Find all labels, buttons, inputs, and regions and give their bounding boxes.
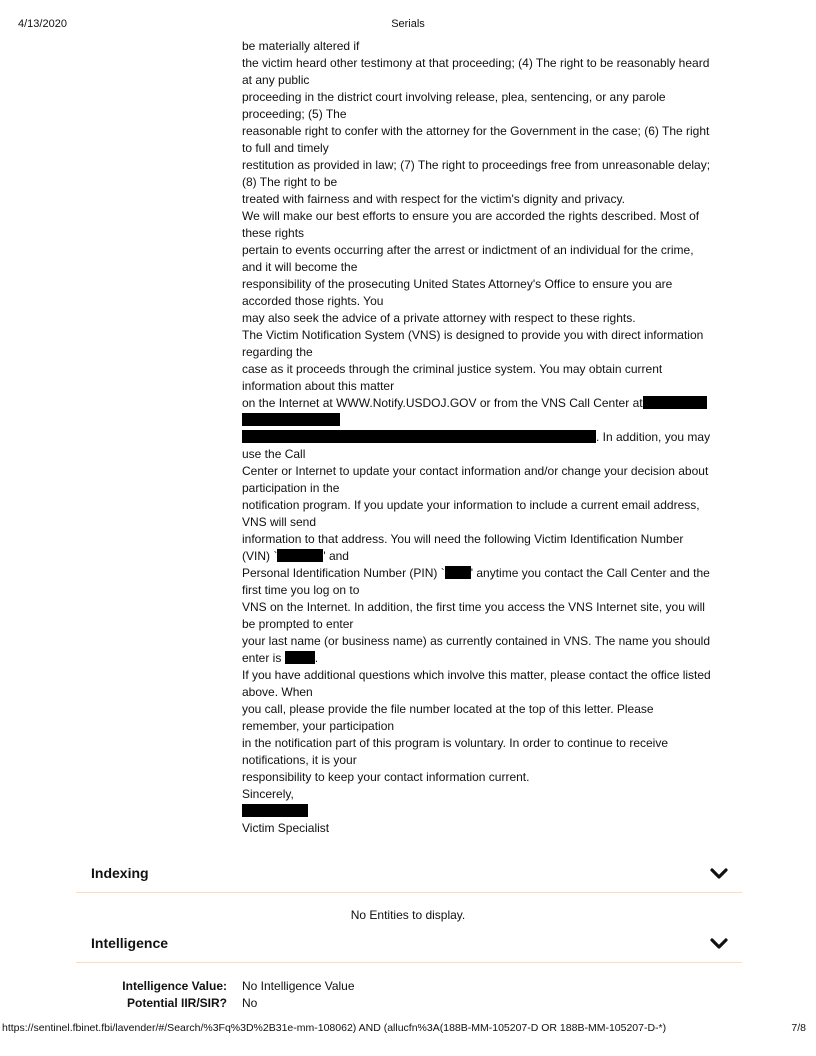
- signature-title: Victim Specialist: [242, 821, 330, 835]
- letter-line: first time you log on to: [242, 583, 360, 597]
- letter-line: at any public: [242, 73, 310, 87]
- letter-line: (8) The right to be: [242, 175, 338, 189]
- letter-line: above. When: [242, 685, 313, 699]
- no-entities-text: No Entities to display.: [350, 908, 466, 922]
- letter-line: information about this matter: [242, 379, 395, 393]
- letter-line-addition: [242, 429, 718, 446]
- page-number: 7/8: [791, 1022, 806, 1034]
- letter-line: in the notification part of this program is voluntary. In order to continue to receive: [242, 736, 668, 750]
- letter-line-enter: [242, 650, 718, 667]
- redaction-block: [277, 549, 323, 562]
- letter-line: responsibility to keep your contact information current.: [242, 770, 530, 784]
- enter-suffix: .: [314, 651, 319, 665]
- potential-iir-value: No: [242, 996, 258, 1010]
- letter-line: information to that address. You will need the following Victim Identification Number: [242, 532, 684, 546]
- letter-line: pertain to events occurring after the arrest or indictment of an individual for the crime,: [242, 243, 694, 257]
- page-header-title: Serials: [391, 18, 425, 30]
- letter-line: We will make our best efforts to ensure you are accorded the rights described. Most of: [242, 209, 700, 223]
- indexing-title: Indexing: [91, 865, 149, 881]
- pin-prefix: Personal Identification Number (PIN) `: [242, 566, 445, 580]
- letter-line: The Victim Notification System (VNS) is designed to provide you with direct information: [242, 328, 704, 342]
- addition-text: . In addition, you may: [596, 430, 711, 444]
- letter-line-redacted: [242, 412, 718, 429]
- letter-line: accorded those rights. You: [242, 294, 384, 308]
- letter-line: reasonable right to confer with the attorney for the Government in the case; (6) The right: [242, 124, 710, 138]
- redaction-block: [445, 566, 471, 579]
- potential-iir-label: Potential IIR/SIR?: [126, 996, 227, 1010]
- letter-line: If you have additional questions which involve this matter, please contact the office listed: [242, 668, 711, 682]
- redaction-block: [643, 396, 707, 409]
- letter-line: you call, please provide the file number located at the top of this letter. Please: [242, 702, 654, 716]
- letter-line-internet: [242, 395, 718, 412]
- pin-suffix: ' anytime you contact the Call Center and the: [470, 566, 710, 580]
- letter-line: proceeding; (5) The: [242, 107, 347, 121]
- footer-url: https://sentinel.fbinet.fbi/lavender/#/Search/%3Fq%3D%2B31e-mm-108062) AND (allucfn%3A(188B-MM-105207-D OR 188B-MM-105207-D-*): [2, 1022, 667, 1034]
- letter-line: be prompted to enter: [242, 617, 354, 631]
- vin-suffix: ' and: [323, 549, 349, 563]
- signature-redaction: [242, 803, 718, 820]
- redaction-block: [242, 430, 596, 443]
- letter-line: responsibility of the prosecuting United States Attorney's Office to ensure you are: [242, 277, 673, 291]
- letter-line: Sincerely,: [242, 787, 294, 801]
- vin-prefix: (VIN) `: [242, 549, 278, 563]
- letter-line-vin: [242, 548, 718, 565]
- letter-line: restitution as provided in law; (7) The right to proceedings free from unreasonable delay;: [242, 158, 711, 172]
- letter-line: regarding the: [242, 345, 313, 359]
- letter-line: these rights: [242, 226, 305, 240]
- letter-line-pin: [242, 565, 718, 582]
- letter-line: treated with fairness and with respect for the victim's dignity and privacy.: [242, 192, 625, 206]
- letter-line: proceeding in the district court involving release, plea, sentencing, or any parole: [242, 90, 666, 104]
- enter-prefix: enter is: [242, 651, 285, 665]
- letter-line: participation in the: [242, 481, 340, 495]
- letter-line: may also seek the advice of a private attorney with respect to these rights.: [242, 311, 636, 325]
- letter-line: to full and timely: [242, 141, 329, 155]
- letter-line: use the Call: [242, 447, 306, 461]
- letter-line: your last name (or business name) as currently contained in VNS. The name you should: [242, 634, 711, 648]
- letter-line: and it will become the: [242, 260, 358, 274]
- intelligence-value: No Intelligence Value: [242, 979, 355, 993]
- letter-line: case as it proceeds through the criminal justice system. You may obtain current: [242, 362, 663, 376]
- internet-text: on the Internet at WWW.Notify.USDOJ.GOV or from the VNS Call Center at: [242, 396, 643, 410]
- letter-line: Center or Internet to update your contact information and/or change your decision about: [242, 464, 709, 478]
- chevron-down-icon[interactable]: [710, 937, 728, 951]
- letter-line: notification program. If you update your information to include a current email address,: [242, 498, 700, 512]
- letter-line: be materially altered if: [242, 39, 360, 53]
- letter-body: [242, 38, 718, 837]
- letter-line: notifications, it is your: [242, 753, 357, 767]
- intelligence-section-header[interactable]: [76, 926, 742, 963]
- redaction-block: [242, 804, 308, 817]
- letter-line: the victim heard other testimony at that proceeding; (4) The right to be reasonably heard: [242, 56, 710, 70]
- letter-line: remember, your participation: [242, 719, 395, 733]
- redaction-block: [285, 651, 315, 664]
- redaction-block: [242, 413, 340, 426]
- letter-line: VNS will send: [242, 515, 317, 529]
- intelligence-title: Intelligence: [91, 935, 169, 951]
- letter-line: VNS on the Internet. In addition, the first time you access the VNS Internet site, you will: [242, 600, 705, 614]
- print-date: 4/13/2020: [18, 18, 67, 30]
- intelligence-value-label: Intelligence Value:: [122, 979, 227, 993]
- chevron-down-icon[interactable]: [710, 867, 728, 881]
- indexing-section-header[interactable]: [76, 856, 742, 893]
